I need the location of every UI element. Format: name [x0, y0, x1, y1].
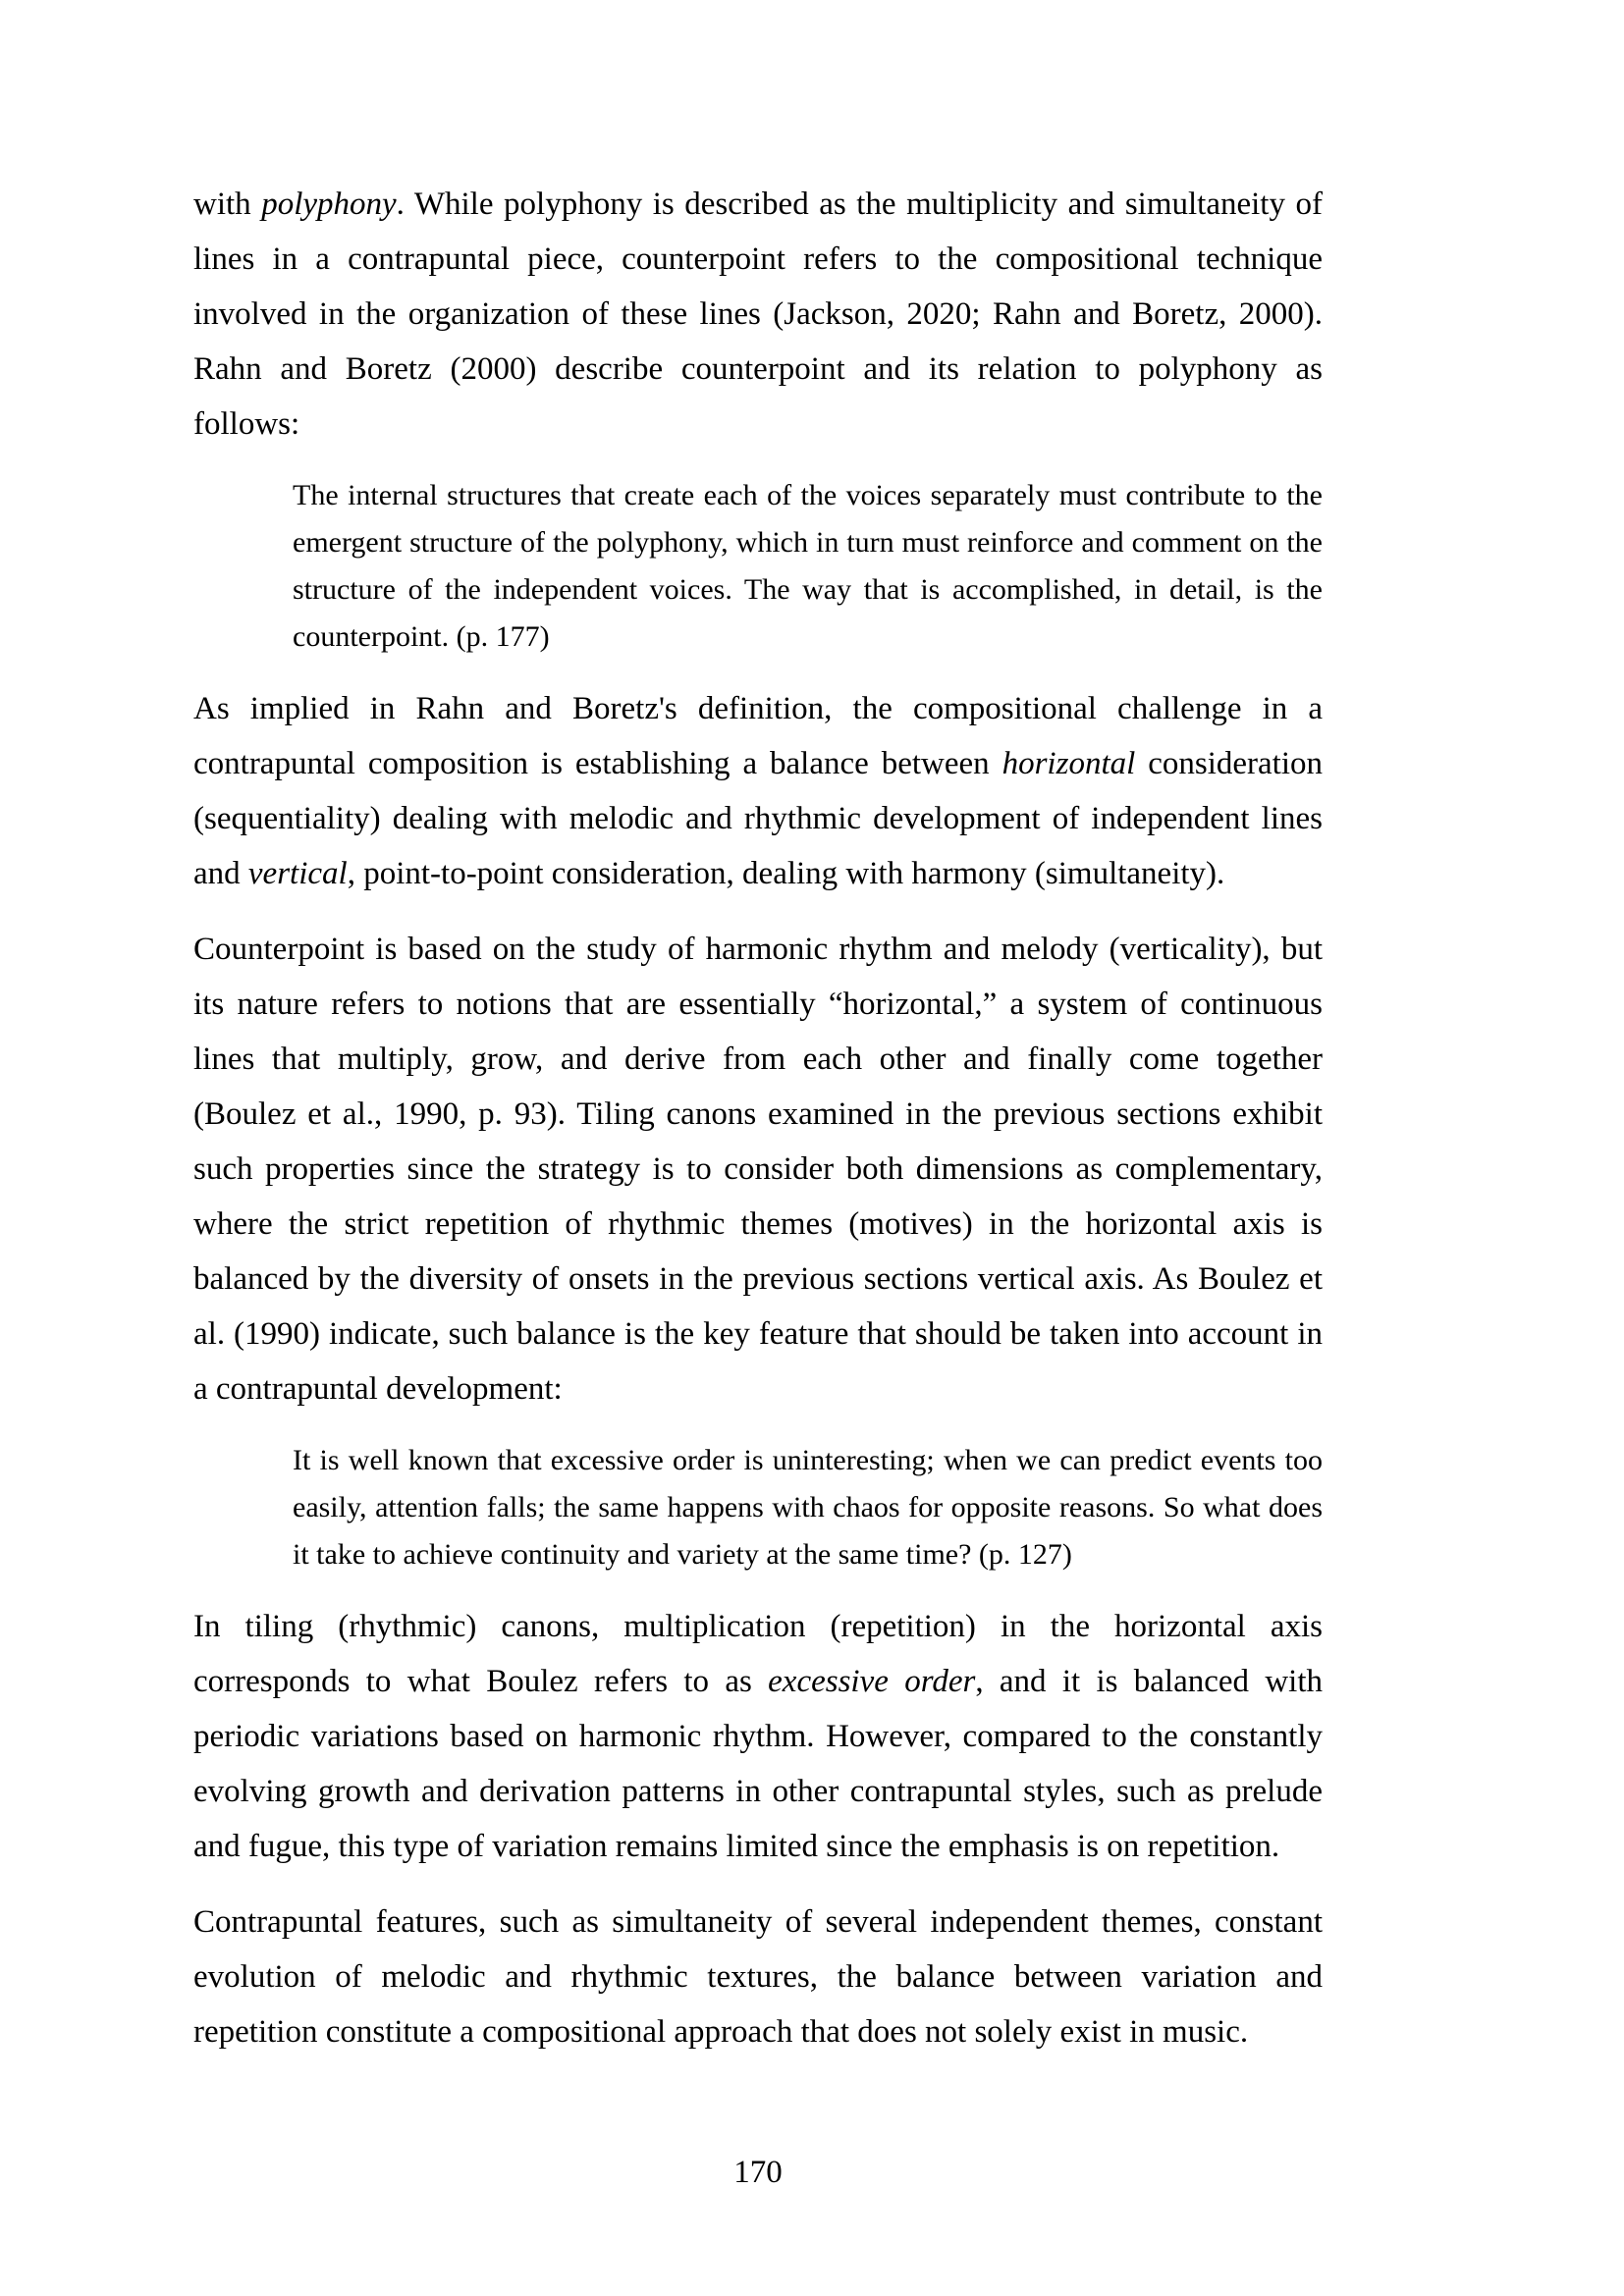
- text-run: It is well known that excessive order is uninteresting; when we can predict events too easily, attention falls; the same happens with chaos for opposite reasons. So what does it take to achieve continuity and variety at the same time? (p. 127): [293, 1444, 1323, 1571]
- page-number: 170: [733, 2155, 783, 2190]
- text-run: As implied in Rahn and Boretz's definition, the compositional challenge in a contrapuntal composition is establishing a balance between: [193, 691, 1323, 781]
- block-quote-1: [293, 472, 1323, 661]
- text-run: with: [193, 187, 262, 222]
- text-run: Contrapuntal features, such as simultaneity of several independent themes, constant evolution of melodic and rhythmic textures, the balance between variation and repetition constitute a compositional approach that does not solely exist in music.: [193, 1904, 1323, 2050]
- text-run: Counterpoint is based on the study of harmonic rhythm and melody (verticality), but its nature refers to notions that are essentially “horizontal,” a system of continuous lines that multiply, grow, and derive from each other and finally come together (Boulez et al., 1990, p. 93). Tiling canons examined in the previous sections exhibit such properties since the strategy is to consider both dimensions as complementary, where the strict repetition of rhythmic themes (motives) in the horizontal axis is balanced by the diversity of onsets in the previous sections vertical axis. As Boulez et al. (1990) indicate, such balance is the key feature that should be taken into account in a contrapuntal development:: [193, 932, 1323, 1407]
- body-paragraph-4: [193, 1599, 1323, 1874]
- italic-run: horizontal: [1001, 746, 1136, 781]
- text-run: consideration (sequentiality) dealing with melodic and rhythmic development of independent lines and: [193, 746, 1324, 891]
- body-paragraph-2: [193, 681, 1323, 901]
- text-content: [193, 177, 1323, 2080]
- body-paragraph-3: [193, 922, 1323, 1416]
- text-run: . While polyphony is described as the multiplicity and simultaneity of lines in a contrapuntal piece, counterpoint refers to the compositional technique involved in the organization of these lines (Jackson, 2020; Rahn and Boretz, 2000). Rahn and Boretz (2000) describe counterpoint and its relation to polyphony as follows:: [193, 187, 1323, 442]
- body-paragraph-1: [193, 177, 1323, 452]
- text-run: , point-to-point consideration, dealing with harmony (simultaneity).: [347, 856, 1225, 891]
- italic-run: polyphony: [261, 187, 397, 222]
- text-run: , and it is balanced with periodic variations based on harmonic rhythm. However, compared to the constantly evolving growth and derivation patterns in other contrapuntal styles, such as prelude and fugue, this type of variation remains limited since the emphasis is on repetition.: [193, 1664, 1324, 1864]
- text-run: In tiling (rhythmic) canons, multiplication (repetition) in the horizontal axis corresponds to what Boulez refers to as: [193, 1609, 1323, 1699]
- italic-run: vertical: [247, 856, 348, 891]
- text-run: The internal structures that create each of the voices separately must contribute to the emergent structure of the polyphony, which in turn must reinforce and comment on the structure of the independent voices. The way that is accomplished, in detail, is the counterpoint. (p. 177): [293, 479, 1323, 653]
- italic-run: excessive order: [768, 1664, 976, 1699]
- body-paragraph-5: [193, 1895, 1323, 2059]
- block-quote-2: [293, 1437, 1323, 1578]
